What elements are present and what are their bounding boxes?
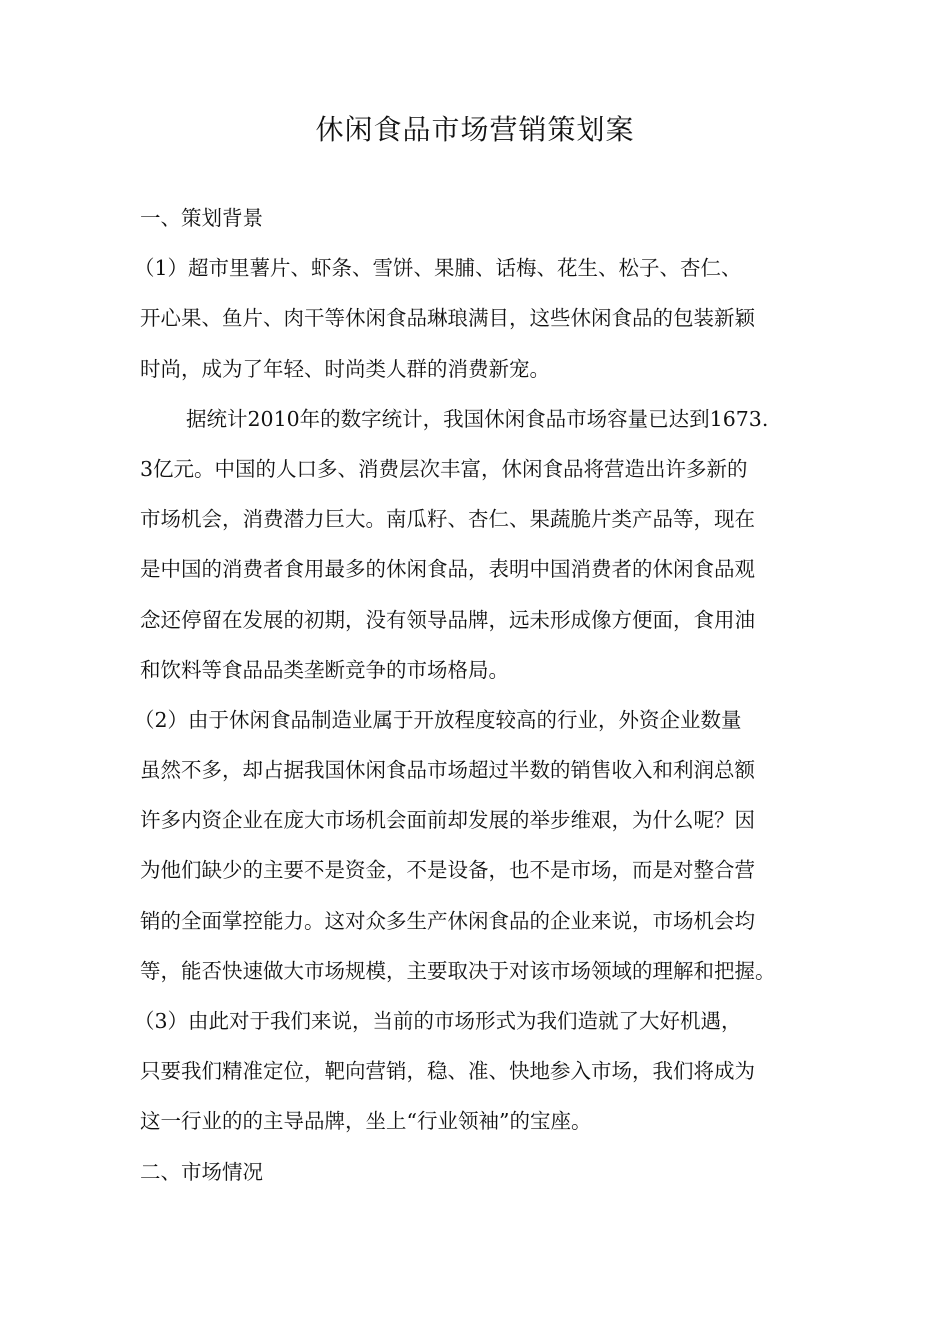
paragraph-line: 是中国的消费者食用最多的休闲食品，表明中国消费者的休闲食品观 bbox=[140, 557, 755, 582]
paragraph-line: 销的全面掌控能力。这对众多生产休闲食品的企业来说，市场机会均 bbox=[140, 908, 755, 933]
paragraph-line: 开心果、鱼片、肉干等休闲食品琳琅满目，这些休闲食品的包装新颖 bbox=[140, 306, 755, 331]
paragraph-line: 这一行业的的主导品牌，坐上“行业领袖”的宝座。 bbox=[140, 1109, 592, 1134]
paragraph-line: （3）由此对于我们来说，当前的市场形式为我们造就了大好机遇， bbox=[134, 1009, 742, 1033]
paragraph-line: 据统计2010年的数字统计，我国休闲食品市场容量已达到1673. bbox=[186, 406, 769, 431]
paragraph-line: 时尚，成为了年轻、时尚类人群的消费新宠。 bbox=[140, 356, 550, 381]
paragraph-line: （1）超市里薯片、虾条、雪饼、果脯、话梅、花生、松子、杏仁、 bbox=[134, 256, 742, 281]
paragraph-line: 等，能否快速做大市场规模，主要取决于对该市场领域的理解和把握。 bbox=[140, 958, 776, 983]
paragraph-line: 虽然不多，却占据我国休闲食品市场超过半数的销售收入和利润总额 bbox=[140, 758, 755, 783]
paragraph-line: 只要我们精准定位，靶向营销，稳、准、快地参入市场，我们将成为 bbox=[140, 1059, 755, 1084]
paragraph-line: 3亿元。中国的人口多、消费层次丰富，休闲食品将营造出许多新的 bbox=[140, 456, 748, 481]
paragraph-line: 为他们缺少的主要不是资金，不是设备，也不是市场，而是对整合营 bbox=[140, 858, 755, 883]
document-body bbox=[134, 193, 830, 1197]
document-title: 休闲食品市场营销策划案 bbox=[315, 113, 635, 146]
paragraph-line: 许多内资企业在庞大市场机会面前却发展的举步维艰，为什么呢？因 bbox=[140, 808, 755, 833]
section-heading-background: 一、策划背景 bbox=[140, 206, 263, 230]
paragraph-line: 和饮料等食品品类垄断竞争的市场格局。 bbox=[140, 657, 509, 682]
paragraph-line: 念还停留在发展的初期，没有领导品牌，远未形成像方便面，食用油 bbox=[140, 607, 755, 632]
paragraph-line: 市场机会，消费潜力巨大。南瓜籽、杏仁、果蔬脆片类产品等，现在 bbox=[140, 507, 755, 532]
section-heading-market: 二、市场情况 bbox=[140, 1159, 263, 1184]
paragraph-line: （2）由于休闲食品制造业属于开放程度较高的行业，外资企业数量 bbox=[134, 707, 742, 732]
